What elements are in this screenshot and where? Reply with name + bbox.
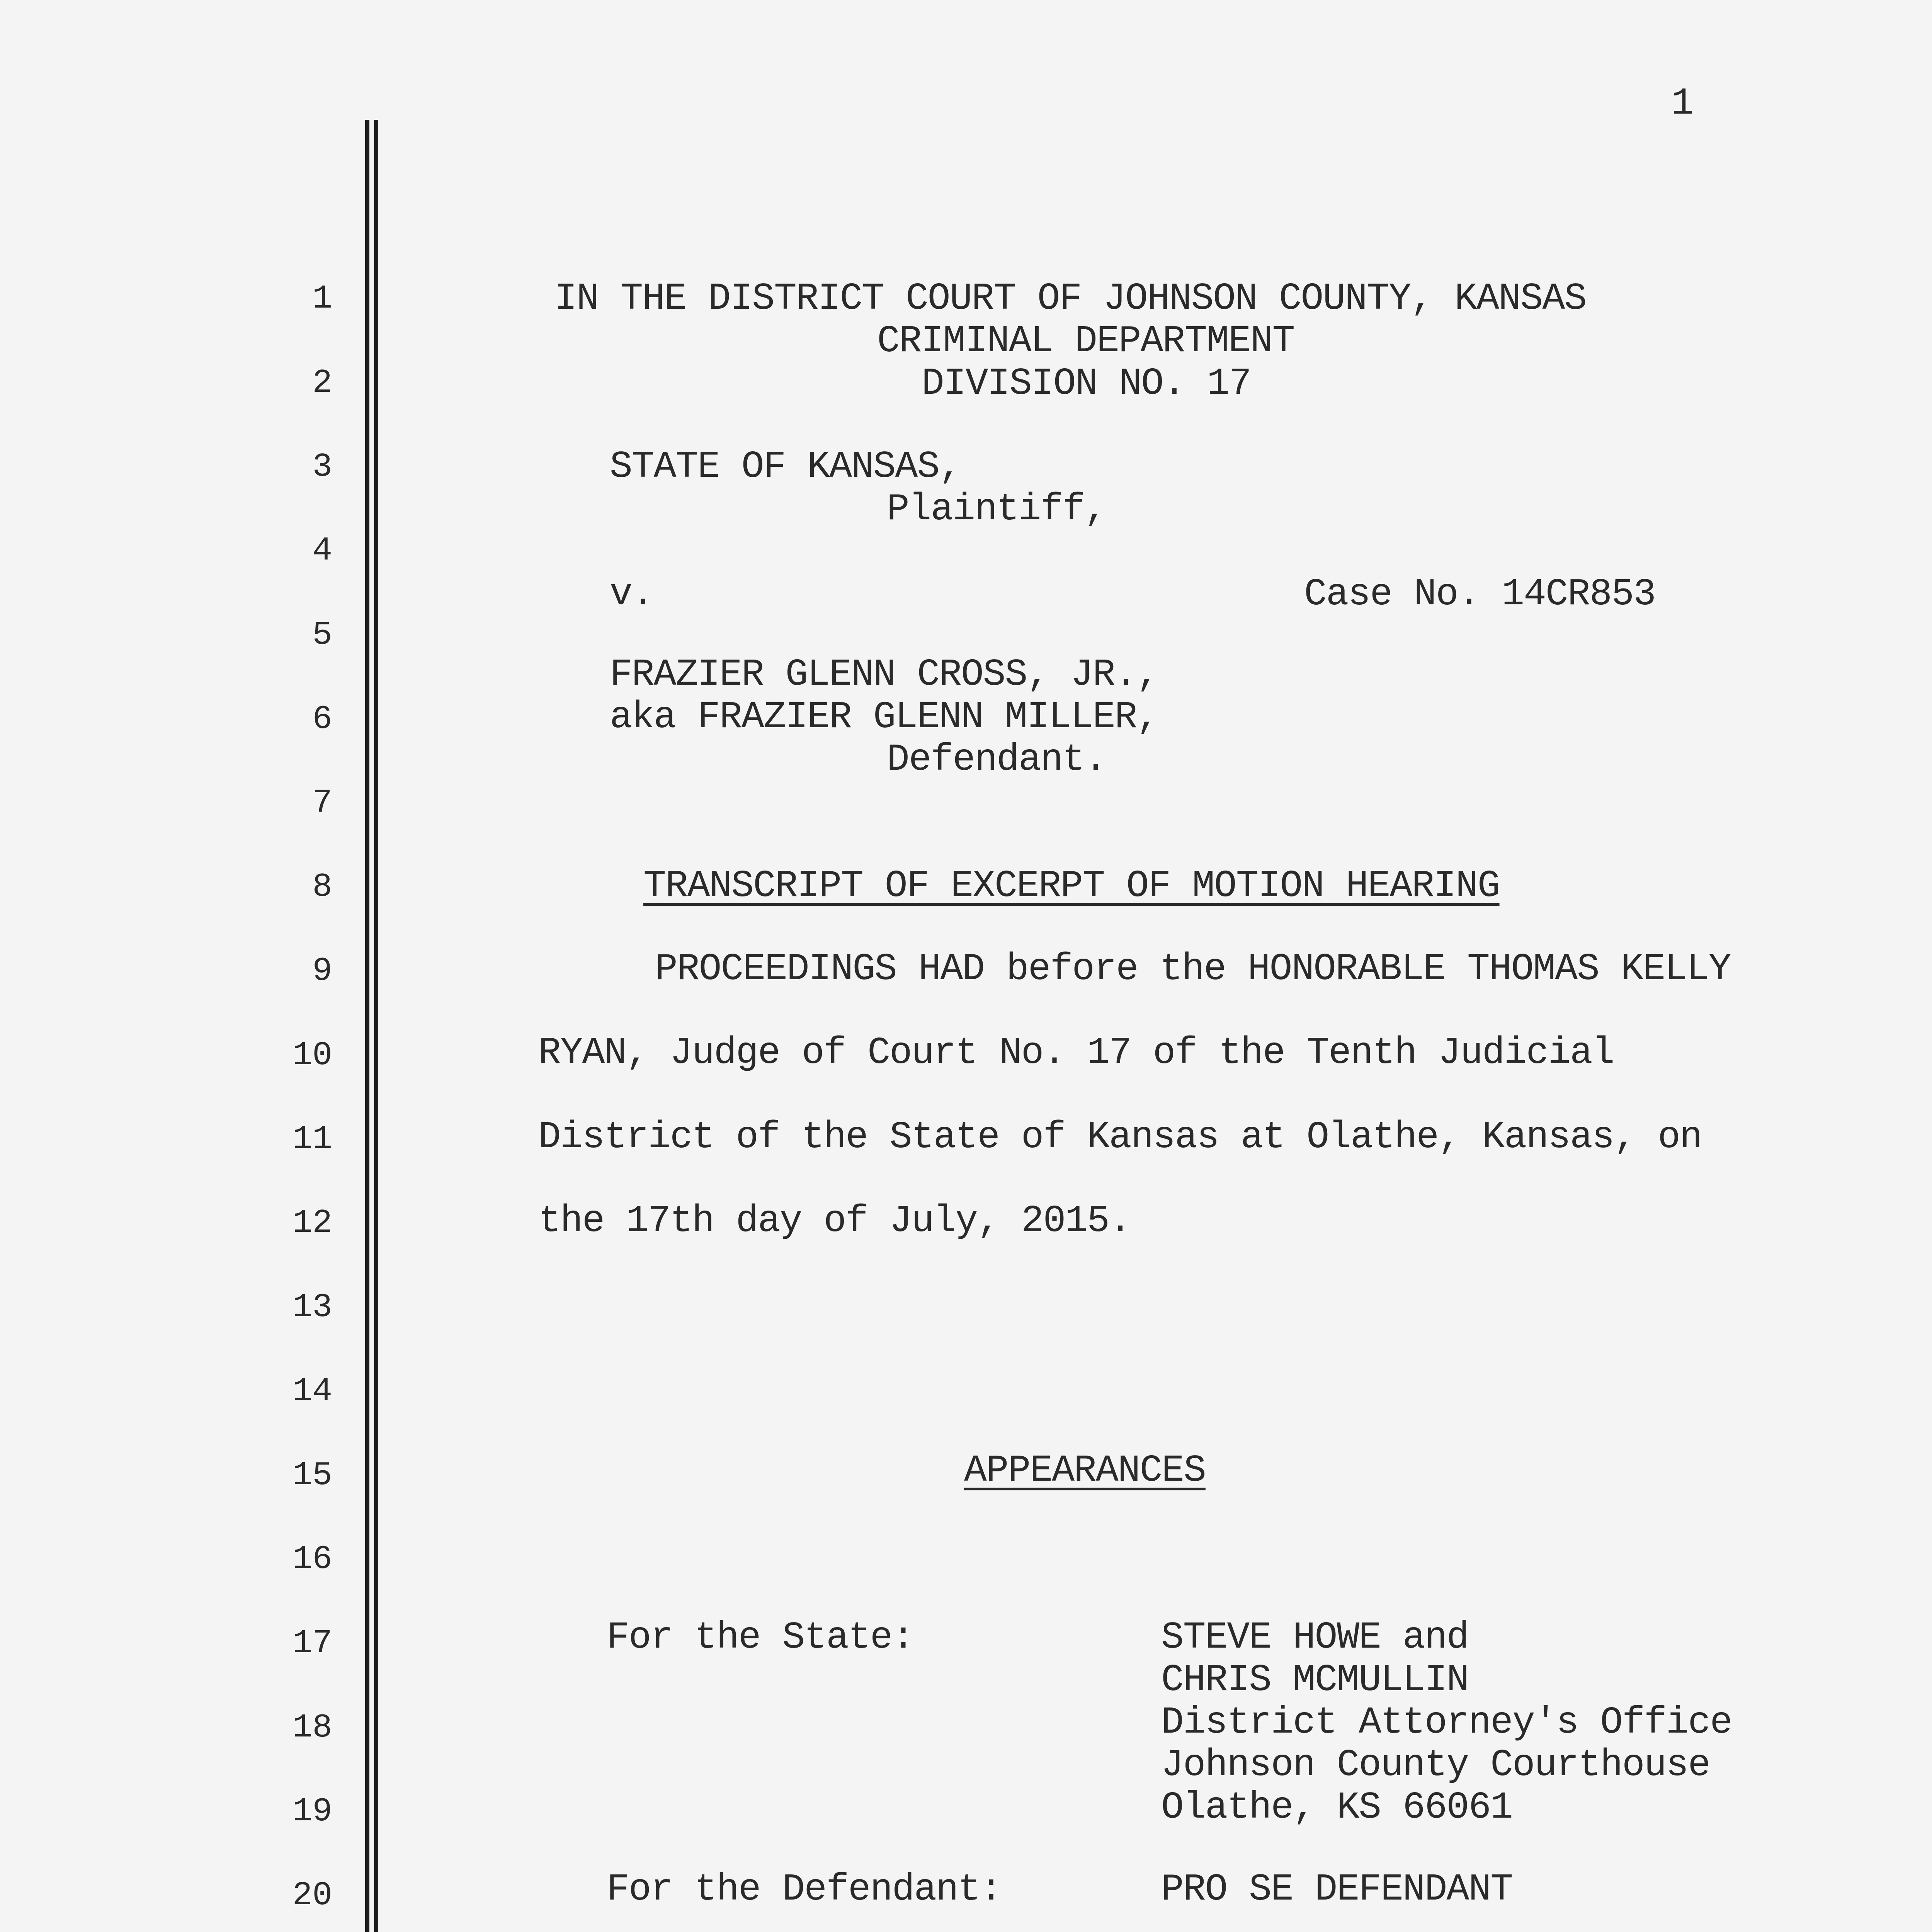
division-name: DIVISION NO. 17 [922, 362, 1251, 405]
line-number: 7 [312, 784, 332, 822]
line-number: 6 [312, 700, 332, 738]
state-counsel-line: Olathe, KS 66061 [1161, 1786, 1512, 1829]
proceedings-line: RYAN, Judge of Court No. 17 of the Tenth Judicial [538, 1032, 1614, 1075]
defendant-label: For the Defendant: [607, 1868, 1002, 1911]
proceedings-line: District of the State of Kansas at Olathe, Kansas, on [538, 1116, 1702, 1159]
state-counsel-line: Johnson County Courthouse [1161, 1744, 1710, 1787]
plaintiff-name: STATE OF KANSAS, [610, 446, 961, 488]
margin-rule-left [365, 120, 369, 1932]
margin-rule-right [374, 120, 378, 1932]
line-number: 12 [292, 1204, 332, 1242]
defendant-name: FRAZIER GLENN CROSS, JR., [610, 653, 1159, 696]
appearances-heading: APPEARANCES [964, 1449, 1206, 1492]
line-number: 17 [292, 1624, 332, 1662]
line-number: 10 [292, 1036, 332, 1074]
line-number: 5 [312, 616, 332, 654]
line-number: 16 [292, 1540, 332, 1578]
defendant-counsel: PRO SE DEFENDANT [1161, 1868, 1512, 1911]
state-counsel-line: STEVE HOWE and [1161, 1616, 1469, 1659]
line-number: 20 [292, 1876, 332, 1914]
plaintiff-role: Plaintiff, [887, 488, 1107, 531]
proceedings-line: PROCEEDINGS HAD before the HONORABLE THOMAS KELLY [655, 948, 1731, 991]
line-number: 8 [312, 868, 332, 906]
page-number: 1 [1671, 82, 1693, 125]
defendant-role: Defendant. [887, 738, 1107, 781]
line-number: 9 [312, 952, 332, 990]
versus: v. [610, 573, 654, 616]
line-number: 4 [312, 532, 332, 570]
state-counsel-line: District Attorney's Office [1161, 1701, 1732, 1744]
case-number: Case No. 14CR853 [1304, 573, 1655, 616]
court-name: IN THE DISTRICT COURT OF JOHNSON COUNTY, KANSAS [554, 277, 1587, 320]
document-title: TRANSCRIPT OF EXCERPT OF MOTION HEARING [643, 865, 1500, 908]
state-counsel-line: CHRIS MCMULLIN [1161, 1659, 1469, 1702]
defendant-aka: aka FRAZIER GLENN MILLER, [610, 696, 1159, 739]
line-number: 15 [292, 1456, 332, 1494]
line-number: 18 [292, 1709, 332, 1747]
line-number: 13 [292, 1288, 332, 1326]
department-name: CRIMINAL DEPARTMENT [877, 320, 1294, 363]
line-number: 14 [292, 1372, 332, 1410]
line-number: 3 [312, 448, 332, 486]
line-number: 11 [292, 1120, 332, 1158]
proceedings-line: the 17th day of July, 2015. [538, 1200, 1131, 1243]
line-number: 2 [312, 364, 332, 402]
state-label: For the State: [607, 1616, 914, 1659]
line-number: 19 [292, 1793, 332, 1830]
line-number: 1 [312, 280, 332, 318]
